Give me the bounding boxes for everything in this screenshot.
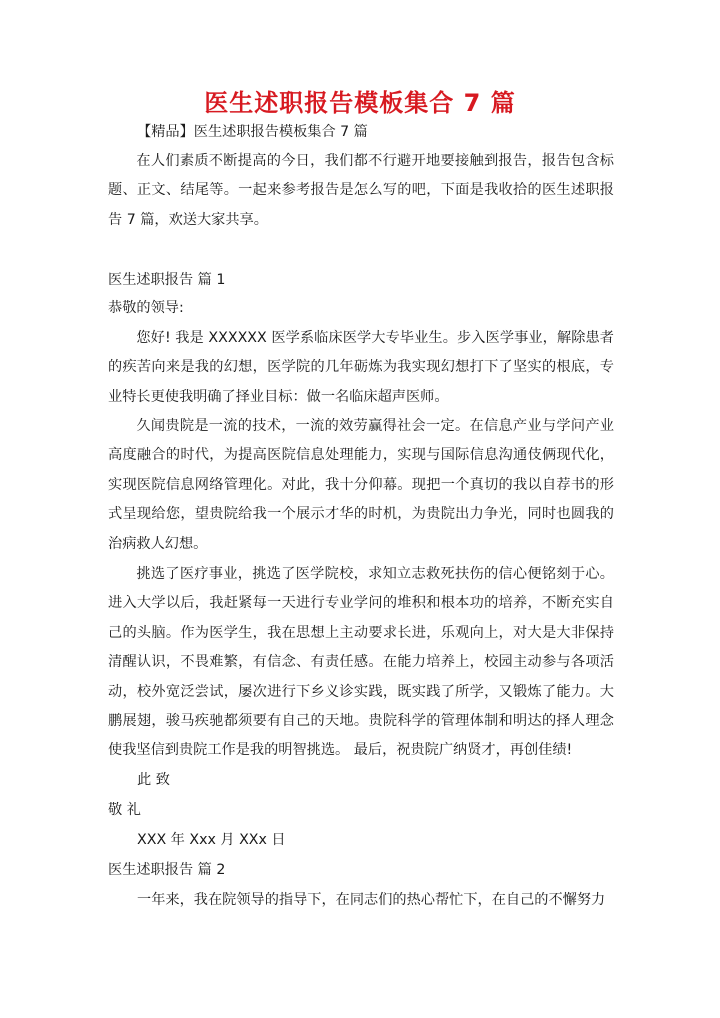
section1-paragraph-1: 您好! 我是 XXXXXX 医学系临床医学大专毕业生。步入医学事业，解除患者的疾苦向来是我的幻想，医学院的几年砺炼为我实现幻想打下了坚实的根底，专业特长更使我明确了择业目标：做一名临床超声医师。 (108, 330, 614, 405)
closing-ci-zhi: 此 致 (137, 772, 170, 788)
letter-date: XXX 年 Xxx 月 XXx 日 (137, 832, 286, 848)
salutation: 恭敬的领导: (108, 300, 184, 316)
document-subtitle: 【精品】医生述职报告模板集合 7 篇 (137, 124, 368, 140)
document-title: 医生述职报告模板集合 7 篇 (204, 89, 516, 117)
intro-paragraph: 在人们素质不断提高的今日，我们都不行避开地要接触到报告，报告包含标题、正文、结尾等。一起来参考报告是怎么写的吧，下面是我收拾的医生述职报告 7 篇，欢送大家共享。 (108, 153, 614, 228)
section2-first-line: 一年来，我在院领导的指导下，在同志们的热心帮忙下，在自己的不懈努力 (137, 892, 606, 908)
section1-paragraph-3: 挑选了医疗事业，挑选了医学院校，求知立志救死扶伤的信心便铭刻于心。进入大学以后，我赶紧每一天进行专业学问的堆积和根本功的培养，不断充实自己的头脑。作为医学生，我在思想上主动要求长进，乐观向上，对大是大非保持清醒认识，不畏难繁，有信念、有责任感。在能力培养上，校园主动参与各项活动，校外宽泛尝试，屡次进行下乡义诊实践，既实践了所学，又锻炼了能力。大鹏展翅，骏马疾驰都须要有自己的天地。贵院科学的管理体制和明达的择人理念使我坚信到贵院工作是我的明智挑选。 最后，祝贵院广纳贤才，再创佳绩! (108, 566, 614, 759)
closing-jing-li: 敬 礼 (108, 802, 141, 818)
section-heading-2: 医生述职报告 篇 2 (108, 862, 226, 878)
section1-paragraph-2: 久闻贵院是一流的技术，一流的效劳赢得社会一定。在信息产业与学问产业高度融合的时代，为提高医院信息处理能力，实现与国际信息沟通伎俩现代化，实现医院信息网络管理化。对此，我十分仰幕。现把一个真切的我以自荐书的形式呈现给您，望贵院给我一个展示才华的时机，为贵院出力争光，同时也圆我的治病救人幻想。 (108, 418, 614, 552)
section-heading-1: 医生述职报告 篇 1 (108, 272, 226, 288)
